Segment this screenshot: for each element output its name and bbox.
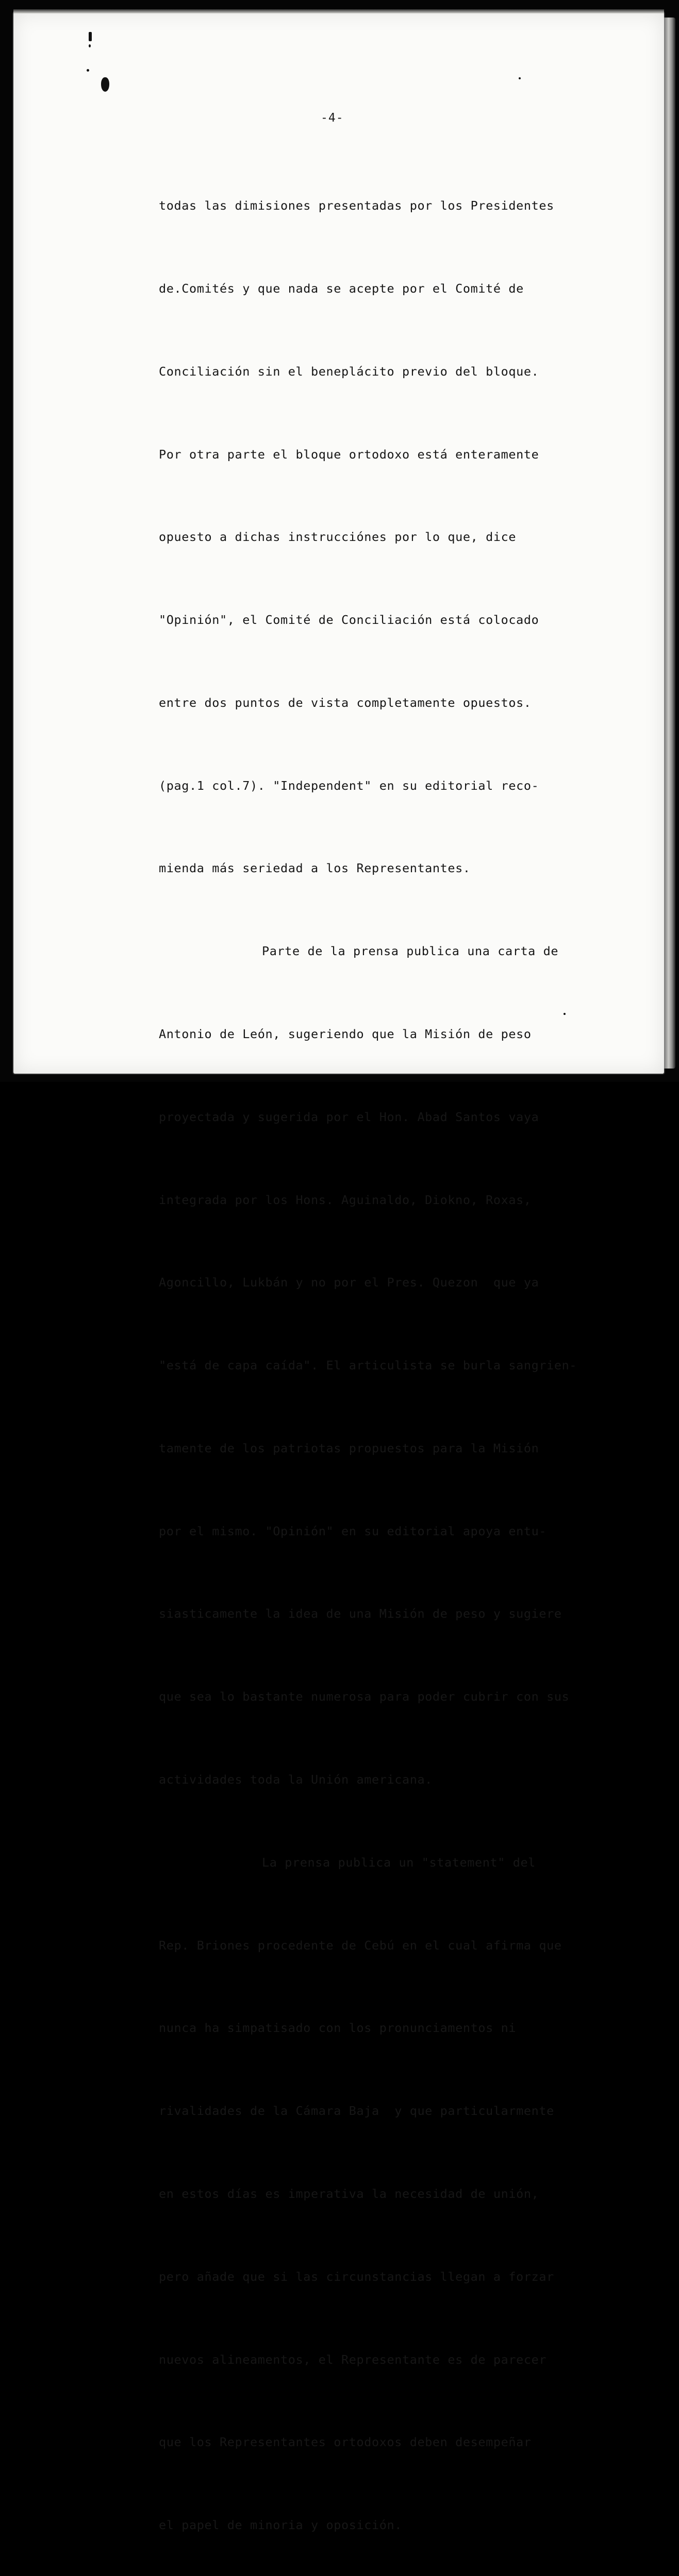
text-line: "Opinión", el Comité de Conciliación está colocado [159, 613, 539, 628]
text-line: Conciliación sin el beneplácito previo del bloque. [159, 364, 539, 379]
text-line: siasticamente la idea de una Misión de peso y sugiere [159, 1606, 562, 1621]
paragraph-start-line: La prensa publica un "statement" del [262, 1855, 536, 1870]
text-line: por el mismo. "Opinión" en su editorial apoya entu- [159, 1523, 547, 1538]
text-line: mienda más seriedad a los Representantes. [159, 861, 471, 876]
text-line: el papel de minoria y oposición. [159, 2518, 402, 2533]
ink-speck [89, 32, 92, 41]
text-line: que los Representantes ortodoxos deben desempeñar [159, 2435, 532, 2450]
typed-text-body [159, 137, 623, 2576]
text-line: rivalidades de la Cámara Baja y que particularmente [159, 2104, 554, 2119]
text-line: actividades toda la Unión americana. [159, 1772, 433, 1787]
ink-speck [89, 44, 91, 47]
page-right-edge [664, 18, 675, 1069]
text-line: Antonio de León, sugeriendo que la Misión de peso [159, 1027, 532, 1041]
text-line: (pag.1 col.7). "Independent" en su editorial reco- [159, 778, 539, 793]
text-line: nunca ha simpatisado con los pronunciamentos ni [159, 2021, 517, 2036]
text-line: Rep. Briones procedente de Cebú en el cual afirma que [159, 1938, 562, 1953]
ink-speck [101, 77, 109, 92]
text-line: pero añade que si las circunstancias llegan a forzar [159, 2269, 554, 2284]
text-line: Por otra parte el bloque ortodoxo está enteramente [159, 447, 539, 462]
ink-speck [87, 69, 89, 72]
text-line: opuesto a dichas instrucciónes por lo que, dice [159, 530, 517, 545]
text-line: proyectada y sugerida por el Hon. Abad Santos vaya [159, 1109, 539, 1124]
ink-speck [519, 77, 521, 79]
text-line: todas las dimisiones presentadas por los Presidentes [159, 198, 554, 213]
text-line: integrada por los Hons. Aguinaldo, Diokno, Roxas, [159, 1192, 532, 1207]
text-line: en estos días es imperativa la necesidad de unión, [159, 2186, 539, 2201]
text-line: tamente de los patriotas propuestos para la Misión [159, 1440, 539, 1455]
text-line: que sea lo bastante numerosa para poder cubrir con sus [159, 1689, 570, 1704]
text-line: entre dos puntos de vista completamente opuestos. [159, 695, 532, 710]
text-line: "está de capa caída". El articulista se burla sangrien- [159, 1358, 577, 1373]
page-number: -4- [321, 111, 344, 125]
page-top-edge [13, 9, 664, 13]
paragraph-start-line: Parte de la prensa publica una carta de [262, 944, 559, 959]
text-line: nuevos alineamentos, el Representante es de parecer [159, 2352, 547, 2367]
text-line: de.Comités y que nada se acepte por el Comité de [159, 281, 524, 296]
text-line: Agoncillo, Lukbán y no por el Pres. Quezon que ya [159, 1275, 539, 1290]
